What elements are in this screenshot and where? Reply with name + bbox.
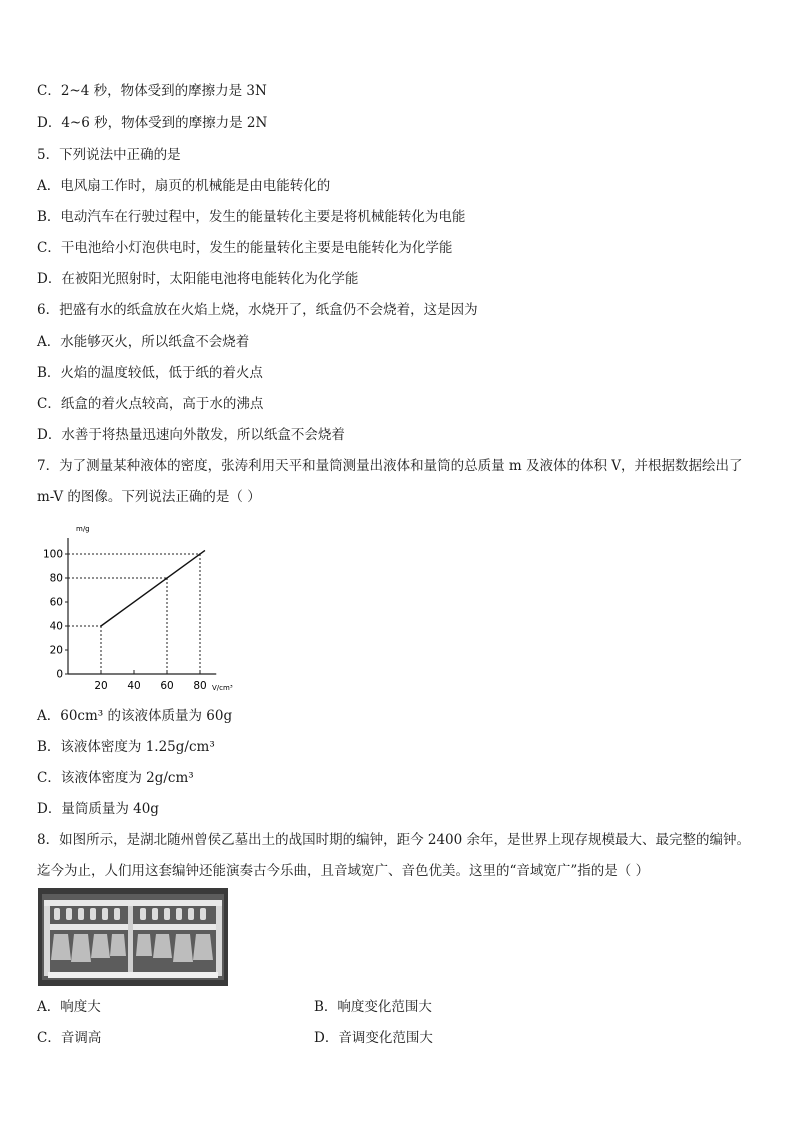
y-axis-label: m/g [76,525,90,533]
q8-option-b: B．响度变化范围大 [314,999,432,1015]
q5-option-c: C．干电池给小灯泡供电时，发生的能量转化主要是电能转化为化学能 [37,240,453,256]
data-line [101,550,205,626]
q4c: C．2~4 秒，物体受到的摩擦力是 3N [37,83,267,99]
y-tick-label: 20 [49,644,63,657]
q8-option-a: A．响度大 [37,999,101,1015]
q7-stem-line1: 7．为了测量某种液体的密度，张涛利用天平和量筒测量出液体和量筒的总质量 m 及液体的体积 V，并根据数据绘出了 [37,458,743,474]
q7-option-b: B．该液体密度为 1.25g/cm³ [37,739,215,755]
m-v-chart [38,520,238,692]
x-tick-label: 20 [94,680,108,692]
q6-option-d: D．水善于将热量迅速向外散发，所以纸盒不会烧着 [37,427,345,443]
x-tick-label: 80 [193,680,207,692]
q8-option-c: C．音调高 [37,1030,102,1046]
q8-option-d: D．音调变化范围大 [314,1030,433,1046]
q7-option-d: D．量筒质量为 40g [37,801,159,817]
q6-option-b: B．火焰的温度较低，低于纸的着火点 [37,365,263,381]
q5-option-a: A．电风扇工作时，扇页的机械能是由电能转化的 [37,178,331,194]
data-point [199,553,201,555]
q7-option-a: A．60cm³ 的该液体质量为 60g [37,708,233,724]
y-tick-label: 40 [49,620,63,633]
q5-option-b: B．电动汽车在行驶过程中，发生的能量转化主要是将机械能转化为电能 [37,209,466,225]
q8-stem-line1: 8．如图所示，是湖北随州曾侯乙墓出土的战国时期的编钟，距今 2400 余年，是世界上现存规模最大、最完整的编钟。 [37,832,751,848]
x-tick-label: 60 [160,680,174,692]
q7-stem-line2: m-V 的图像。下列说法正确的是（ ） [37,489,261,505]
q7-option-c: C．该液体密度为 2g/cm³ [37,770,194,786]
x-tick-label: 40 [127,680,141,692]
q8-stem-line2: 迄今为止，人们用这套编钟还能演奏古今乐曲，且音域宽广、音色优美。这里的“音域宽广”指的是（ ） [37,863,650,879]
data-point [100,625,102,627]
data-point [166,577,168,579]
y-tick-label: 0 [56,668,63,681]
q5-option-d: D．在被阳光照射时，太阳能电池将电能转化为化学能 [37,271,359,287]
bianzhong-bells-photo [38,888,228,986]
y-tick-label: 60 [49,596,63,609]
y-tick-label: 80 [49,572,63,585]
q6-stem: 6．把盛有水的纸盒放在火焰上烧，水烧开了，纸盒仍不会烧着，这是因为 [37,302,478,318]
q6-option-c: C．纸盒的着火点较高，高于水的沸点 [37,396,264,412]
q4d: D．4~6 秒，物体受到的摩擦力是 2N [37,115,268,131]
x-axis-label: V/cm³ [212,684,233,692]
q5-stem: 5．下列说法中正确的是 [37,147,181,163]
q6-option-a: A．水能够灭火，所以纸盒不会烧着 [37,334,250,350]
y-tick-label: 100 [42,548,63,561]
